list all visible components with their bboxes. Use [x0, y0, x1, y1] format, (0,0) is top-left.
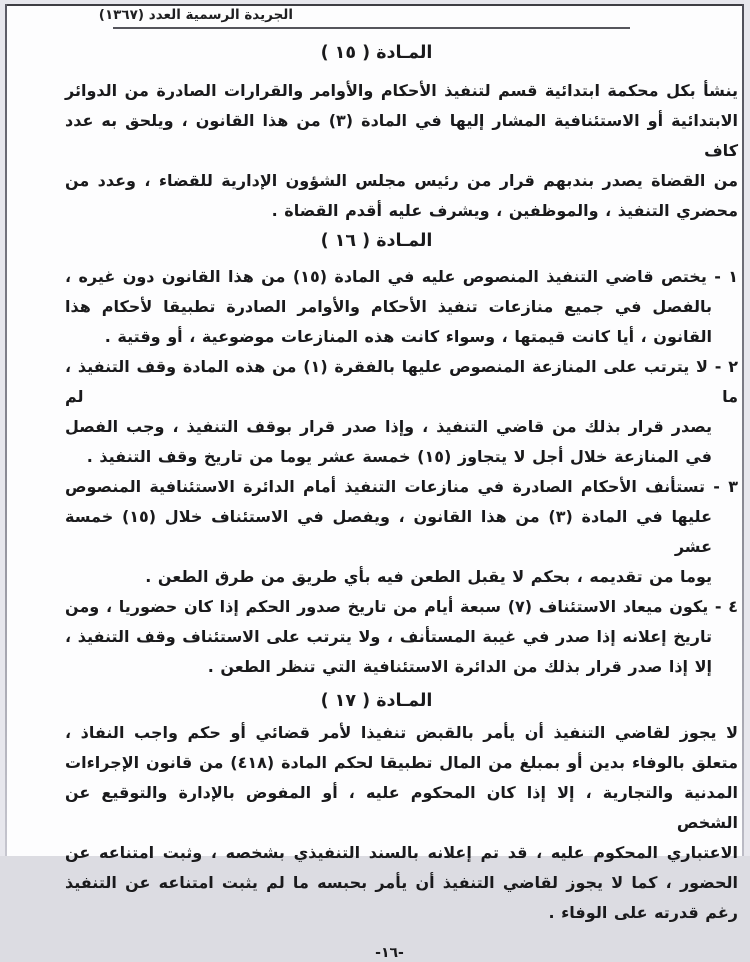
text-line: ٣ - تستأنف الأحكام الصادرة في منازعات التنفيذ أمام الدائرة الاستئنافية المنصوص	[65, 477, 738, 496]
text-line: إلا إذا صدر قرار بذلك من الدائرة الاستئنافية التي تنظر الطعن .	[207, 657, 712, 676]
article-17-heading: المـادة ( ١٧ )	[320, 691, 433, 711]
text-line: الاعتباري المحكوم عليه ، قد تم إعلانه بالسند التنفيذي بشخصه ، وثبت امتناعه عن	[65, 843, 738, 862]
article-16-heading: المـادة ( ١٦ )	[320, 231, 433, 251]
text-line: متعلق بالوفاء بدين أو بمبلغ من المال تطبيقا لحكم المادة (٤١٨) من قانون الإجراءات	[65, 753, 738, 772]
page-border-right-line	[742, 4, 744, 856]
document-body	[65, 36, 738, 962]
gazette-running-head	[98, 7, 293, 23]
text-line: الحضور ، كما لا يجوز لقاضي التنفيذ أن يأمر بحبسه ما لم يثبت امتناعه عن التنفيذ	[65, 873, 738, 892]
article-15-paragraph	[65, 76, 738, 226]
article-15-heading: المـادة ( ١٥ )	[320, 43, 433, 63]
article-16-item-4	[65, 592, 738, 682]
text-line: بالفصل في جميع منازعات تنفيذ الأحكام والأوامر الصادرة تطبيقا لأحكام هذا	[65, 297, 712, 316]
text-line: ينشأ بكل محكمة ابتدائية قسم لتنفيذ الأحكام والأوامر والقرارات الصادرة من الدوائر	[65, 81, 738, 100]
page-number: -١٦-	[375, 945, 404, 961]
text-line: يوما من تقديمه ، بحكم لا يقبل الطعن فيه بأي طريق من طرق الطعن .	[145, 567, 712, 586]
text-line: من القضاة يصدر بندبهم قرار من رئيس مجلس الشؤون الإدارية للقضاء ، وعدد من	[65, 171, 738, 190]
text-line: في المنازعة خلال أجل لا يتجاوز (١٥) خمسة عشر يوما من تاريخ وقف التنفيذ .	[86, 447, 712, 466]
text-line: رغم قدرته على الوفاء .	[548, 903, 738, 922]
article-16-item-3	[65, 472, 738, 592]
article-16-item-1	[65, 262, 738, 352]
text-line: تاريخ إعلانه إذا صدر في غيبة المستأنف ، ولا يترتب على الاستئناف وقف التنفيذ ،	[65, 627, 712, 646]
text-line: الابتدائية أو الاستئنافية المشار إليها في المادة (٣) من هذا القانون ، ويلحق به عدد كاف	[65, 111, 739, 160]
article-16-item-2	[65, 352, 738, 472]
text-line: يصدر قرار بذلك من قاضي التنفيذ ، وإذا صدر قرار بوقف التنفيذ ، وجب الفصل	[65, 417, 712, 436]
text-line: محضري التنفيذ ، والموظفين ، ويشرف عليه أقدم القضاة .	[271, 201, 738, 220]
text-line: ٢ - لا يترتب على المنازعة المنصوص عليها بالفقرة (١) من هذه المادة وقف التنفيذ ، ما لم	[65, 357, 738, 406]
gazette-title: الجريدة الرسمية العدد (١٣٦٧)	[98, 7, 293, 23]
page-edge-right-strip	[744, 0, 750, 856]
text-line: القانون ، أيا كانت قيمتها ، وسواء كانت هذه المنازعات موضوعية ، أو وقتية .	[104, 327, 712, 346]
page-border-top-line	[5, 4, 742, 6]
text-line: ٤ - يكون ميعاد الاستئناف (٧) سبعة أيام من تاريخ صدور الحكم إذا كان حضوريا ، ومن	[65, 597, 738, 616]
text-line: لا يجوز لقاضي التنفيذ أن يأمر بالقبض تنفيذا لأمر قضائي أو حكم واجب النفاذ ،	[65, 723, 738, 742]
header-rule	[113, 27, 630, 29]
text-line: ١ - يختص قاضي التنفيذ المنصوص عليه في المادة (١٥) من هذا القانون دون غيره ،	[65, 267, 738, 286]
text-line: المدنية والتجارية ، إلا إذا كان المحكوم عليه ، أو المفوض بالإدارة والتوقيع عن الشخص	[65, 783, 738, 832]
article-17-paragraph	[65, 718, 738, 928]
page-border-left-line	[5, 4, 7, 856]
text-line: عليها في المادة (٣) من هذا القانون ، ويفصل في الاستئناف خلال (١٥) خمسة عشر	[65, 507, 713, 556]
